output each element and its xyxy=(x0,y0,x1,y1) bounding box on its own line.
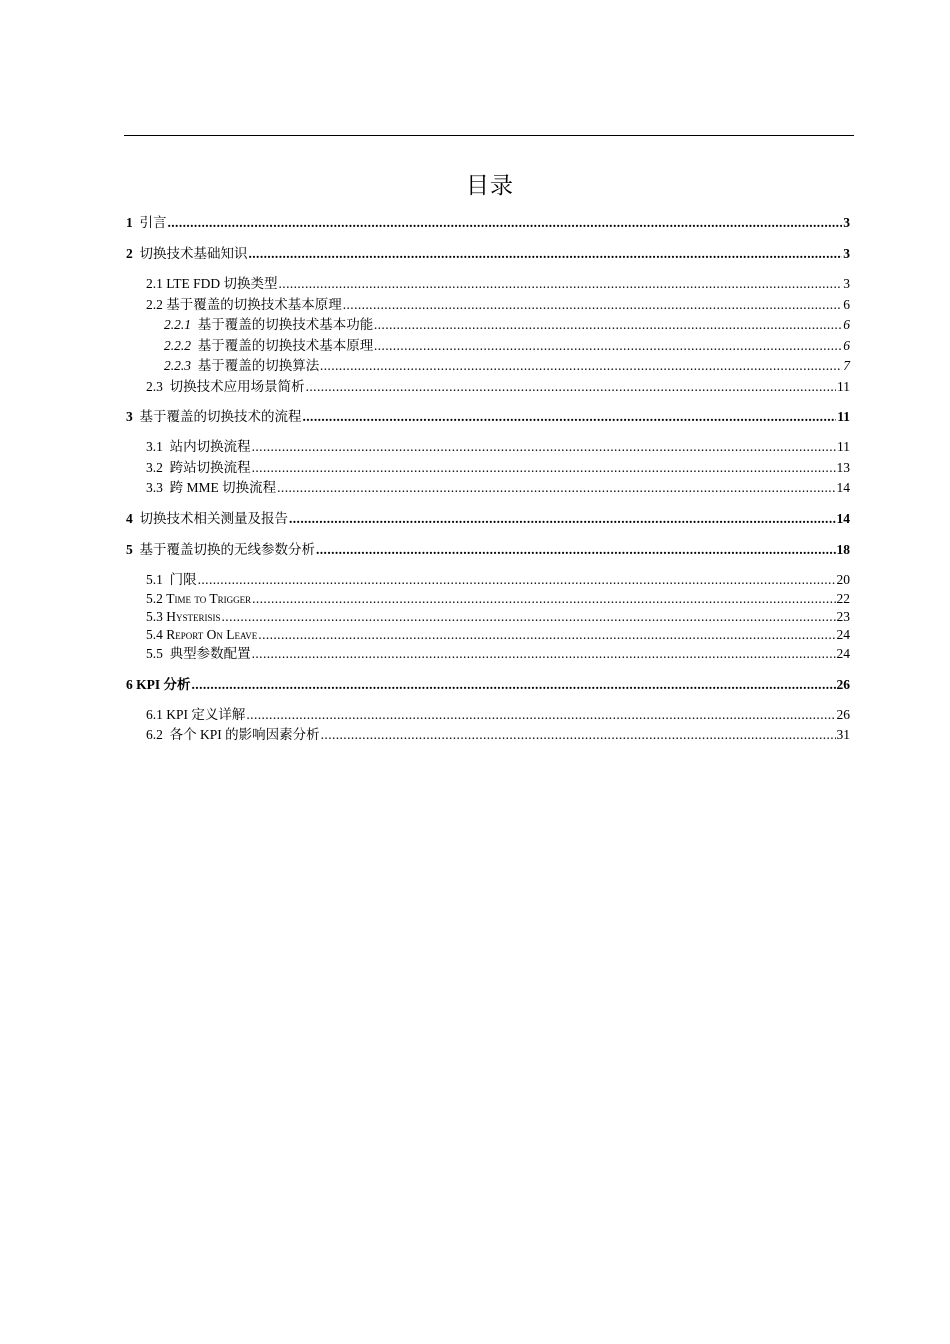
toc-text: 站内切换流程 xyxy=(169,439,251,454)
toc-leader xyxy=(320,356,842,377)
toc-number: 5.3 xyxy=(146,609,163,624)
toc-page: 6 xyxy=(843,296,850,312)
toc-entry[interactable] xyxy=(126,243,850,265)
page-title: 目录 xyxy=(466,173,514,198)
toc-number: 2.3 xyxy=(146,378,163,394)
toc-text: 切换技术相关测量及报告 xyxy=(139,510,288,526)
toc-page: 14 xyxy=(836,480,850,495)
toc-leader xyxy=(343,295,843,316)
toc-entry[interactable] xyxy=(126,608,850,626)
toc-number: 1 xyxy=(126,215,133,230)
toc-leader xyxy=(306,377,836,398)
toc-leader xyxy=(252,458,836,479)
toc-entry[interactable] xyxy=(126,295,850,316)
toc-page: 31 xyxy=(836,727,850,742)
toc-leader xyxy=(252,437,836,458)
toc-entry[interactable] xyxy=(126,626,850,644)
toc-page: 11 xyxy=(837,409,850,424)
toc-entry[interactable] xyxy=(126,315,850,336)
toc-number: 3.2 xyxy=(146,459,163,475)
toc-leader xyxy=(168,212,843,234)
toc-entry[interactable] xyxy=(126,508,850,530)
toc-leader xyxy=(374,315,842,336)
toc-number: 3 xyxy=(126,409,133,424)
toc-text: 引言 xyxy=(139,215,167,230)
toc-entry[interactable] xyxy=(126,570,850,591)
toc-entry[interactable] xyxy=(126,725,850,746)
toc-text: LTE FDD 切换类型 xyxy=(166,276,278,291)
toc-number: 5.4 xyxy=(146,627,163,642)
toc-number: 2.2.3 xyxy=(164,358,191,373)
toc-text: 基于覆盖的切换技术基本原理 xyxy=(197,337,374,353)
toc-number: 3.1 xyxy=(146,439,163,454)
toc-leader xyxy=(303,406,837,428)
toc-leader xyxy=(277,478,835,499)
toc-leader xyxy=(252,590,835,608)
toc-page: 3 xyxy=(843,215,850,230)
toc-text: 切换技术基础知识 xyxy=(139,246,248,261)
toc-number: 5 xyxy=(126,541,133,557)
toc-entry[interactable] xyxy=(126,674,850,696)
toc-entry[interactable] xyxy=(126,377,850,398)
toc-page: 20 xyxy=(836,571,850,587)
toc-entry[interactable] xyxy=(126,458,850,479)
toc-text: 切换技术应用场景简析 xyxy=(169,378,305,394)
toc-page: 18 xyxy=(836,541,850,557)
toc-number: 2.2.1 xyxy=(164,317,191,332)
toc-number: 5.2 xyxy=(146,591,163,606)
toc-number: 3.3 xyxy=(146,480,163,495)
toc-entry[interactable] xyxy=(126,356,850,377)
toc-leader xyxy=(279,274,843,295)
toc-leader xyxy=(249,243,843,265)
toc-number: 2 xyxy=(126,246,133,261)
toc-page: 24 xyxy=(836,646,850,661)
toc-page: 11 xyxy=(837,378,850,394)
toc-text: 典型参数配置 xyxy=(169,646,251,661)
toc-leader xyxy=(289,508,836,530)
toc-leader xyxy=(252,644,836,665)
toc-entry[interactable] xyxy=(126,590,850,608)
toc-text: 各个 KPI 的影响因素分析 xyxy=(169,727,320,742)
toc-page: 6 xyxy=(843,337,850,353)
toc-text: 跨站切换流程 xyxy=(169,459,251,475)
toc-entry[interactable] xyxy=(126,274,850,295)
toc-entry[interactable] xyxy=(126,406,850,428)
toc-page: 26 xyxy=(836,706,850,722)
toc-page: 7 xyxy=(843,358,850,373)
header-rule xyxy=(124,135,854,136)
toc-text: Time to Trigger xyxy=(166,591,252,606)
toc-leader xyxy=(222,608,836,626)
toc-leader xyxy=(316,539,836,561)
toc-text: 基于覆盖的切换算法 xyxy=(197,358,320,373)
toc-entry[interactable] xyxy=(126,336,850,357)
toc-entry[interactable] xyxy=(126,539,850,561)
toc-entry[interactable] xyxy=(126,644,850,665)
toc-number: 6 xyxy=(126,676,133,692)
toc-page: 6 xyxy=(843,317,850,332)
toc-text: Report On Leave xyxy=(166,627,258,642)
toc-text: 基于覆盖的切换技术的流程 xyxy=(139,409,302,424)
toc-page: 24 xyxy=(836,627,850,642)
toc-leader xyxy=(321,725,836,746)
toc-leader xyxy=(246,705,835,726)
toc-page: 14 xyxy=(836,510,850,526)
toc-number: 6.2 xyxy=(146,727,163,742)
toc-entry[interactable] xyxy=(126,478,850,499)
toc-text: KPI 定义详解 xyxy=(166,706,246,722)
toc-number: 6.1 xyxy=(146,706,163,722)
toc-text: KPI 分析 xyxy=(136,676,191,692)
toc-entry[interactable] xyxy=(126,705,850,726)
toc-leader xyxy=(258,626,835,644)
toc-number: 2.1 xyxy=(146,276,163,291)
toc-number: 4 xyxy=(126,510,133,526)
toc-entry[interactable] xyxy=(126,212,850,234)
toc-leader xyxy=(192,674,836,696)
table-of-contents xyxy=(126,212,850,746)
toc-number: 2.2.2 xyxy=(164,337,191,353)
toc-text: Hysterisis xyxy=(166,609,221,624)
toc-text: 基于覆盖的切换技术基本原理 xyxy=(166,296,342,312)
toc-leader xyxy=(198,570,836,591)
toc-text: 门限 xyxy=(169,571,197,587)
toc-page: 3 xyxy=(843,246,850,261)
toc-page: 11 xyxy=(837,439,850,454)
toc-page: 26 xyxy=(836,676,850,692)
toc-page: 3 xyxy=(843,276,850,291)
toc-text: 基于覆盖的切换技术基本功能 xyxy=(197,317,374,332)
toc-number: 5.1 xyxy=(146,571,163,587)
toc-entry[interactable] xyxy=(126,437,850,458)
toc-leader xyxy=(374,336,842,357)
toc-page: 23 xyxy=(836,609,850,624)
toc-text: 跨 MME 切换流程 xyxy=(169,480,277,495)
toc-number: 2.2 xyxy=(146,296,163,312)
toc-page: 22 xyxy=(836,591,850,606)
toc-text: 基于覆盖切换的无线参数分析 xyxy=(139,541,315,557)
toc-number: 5.5 xyxy=(146,646,163,661)
toc-page: 13 xyxy=(836,459,850,475)
